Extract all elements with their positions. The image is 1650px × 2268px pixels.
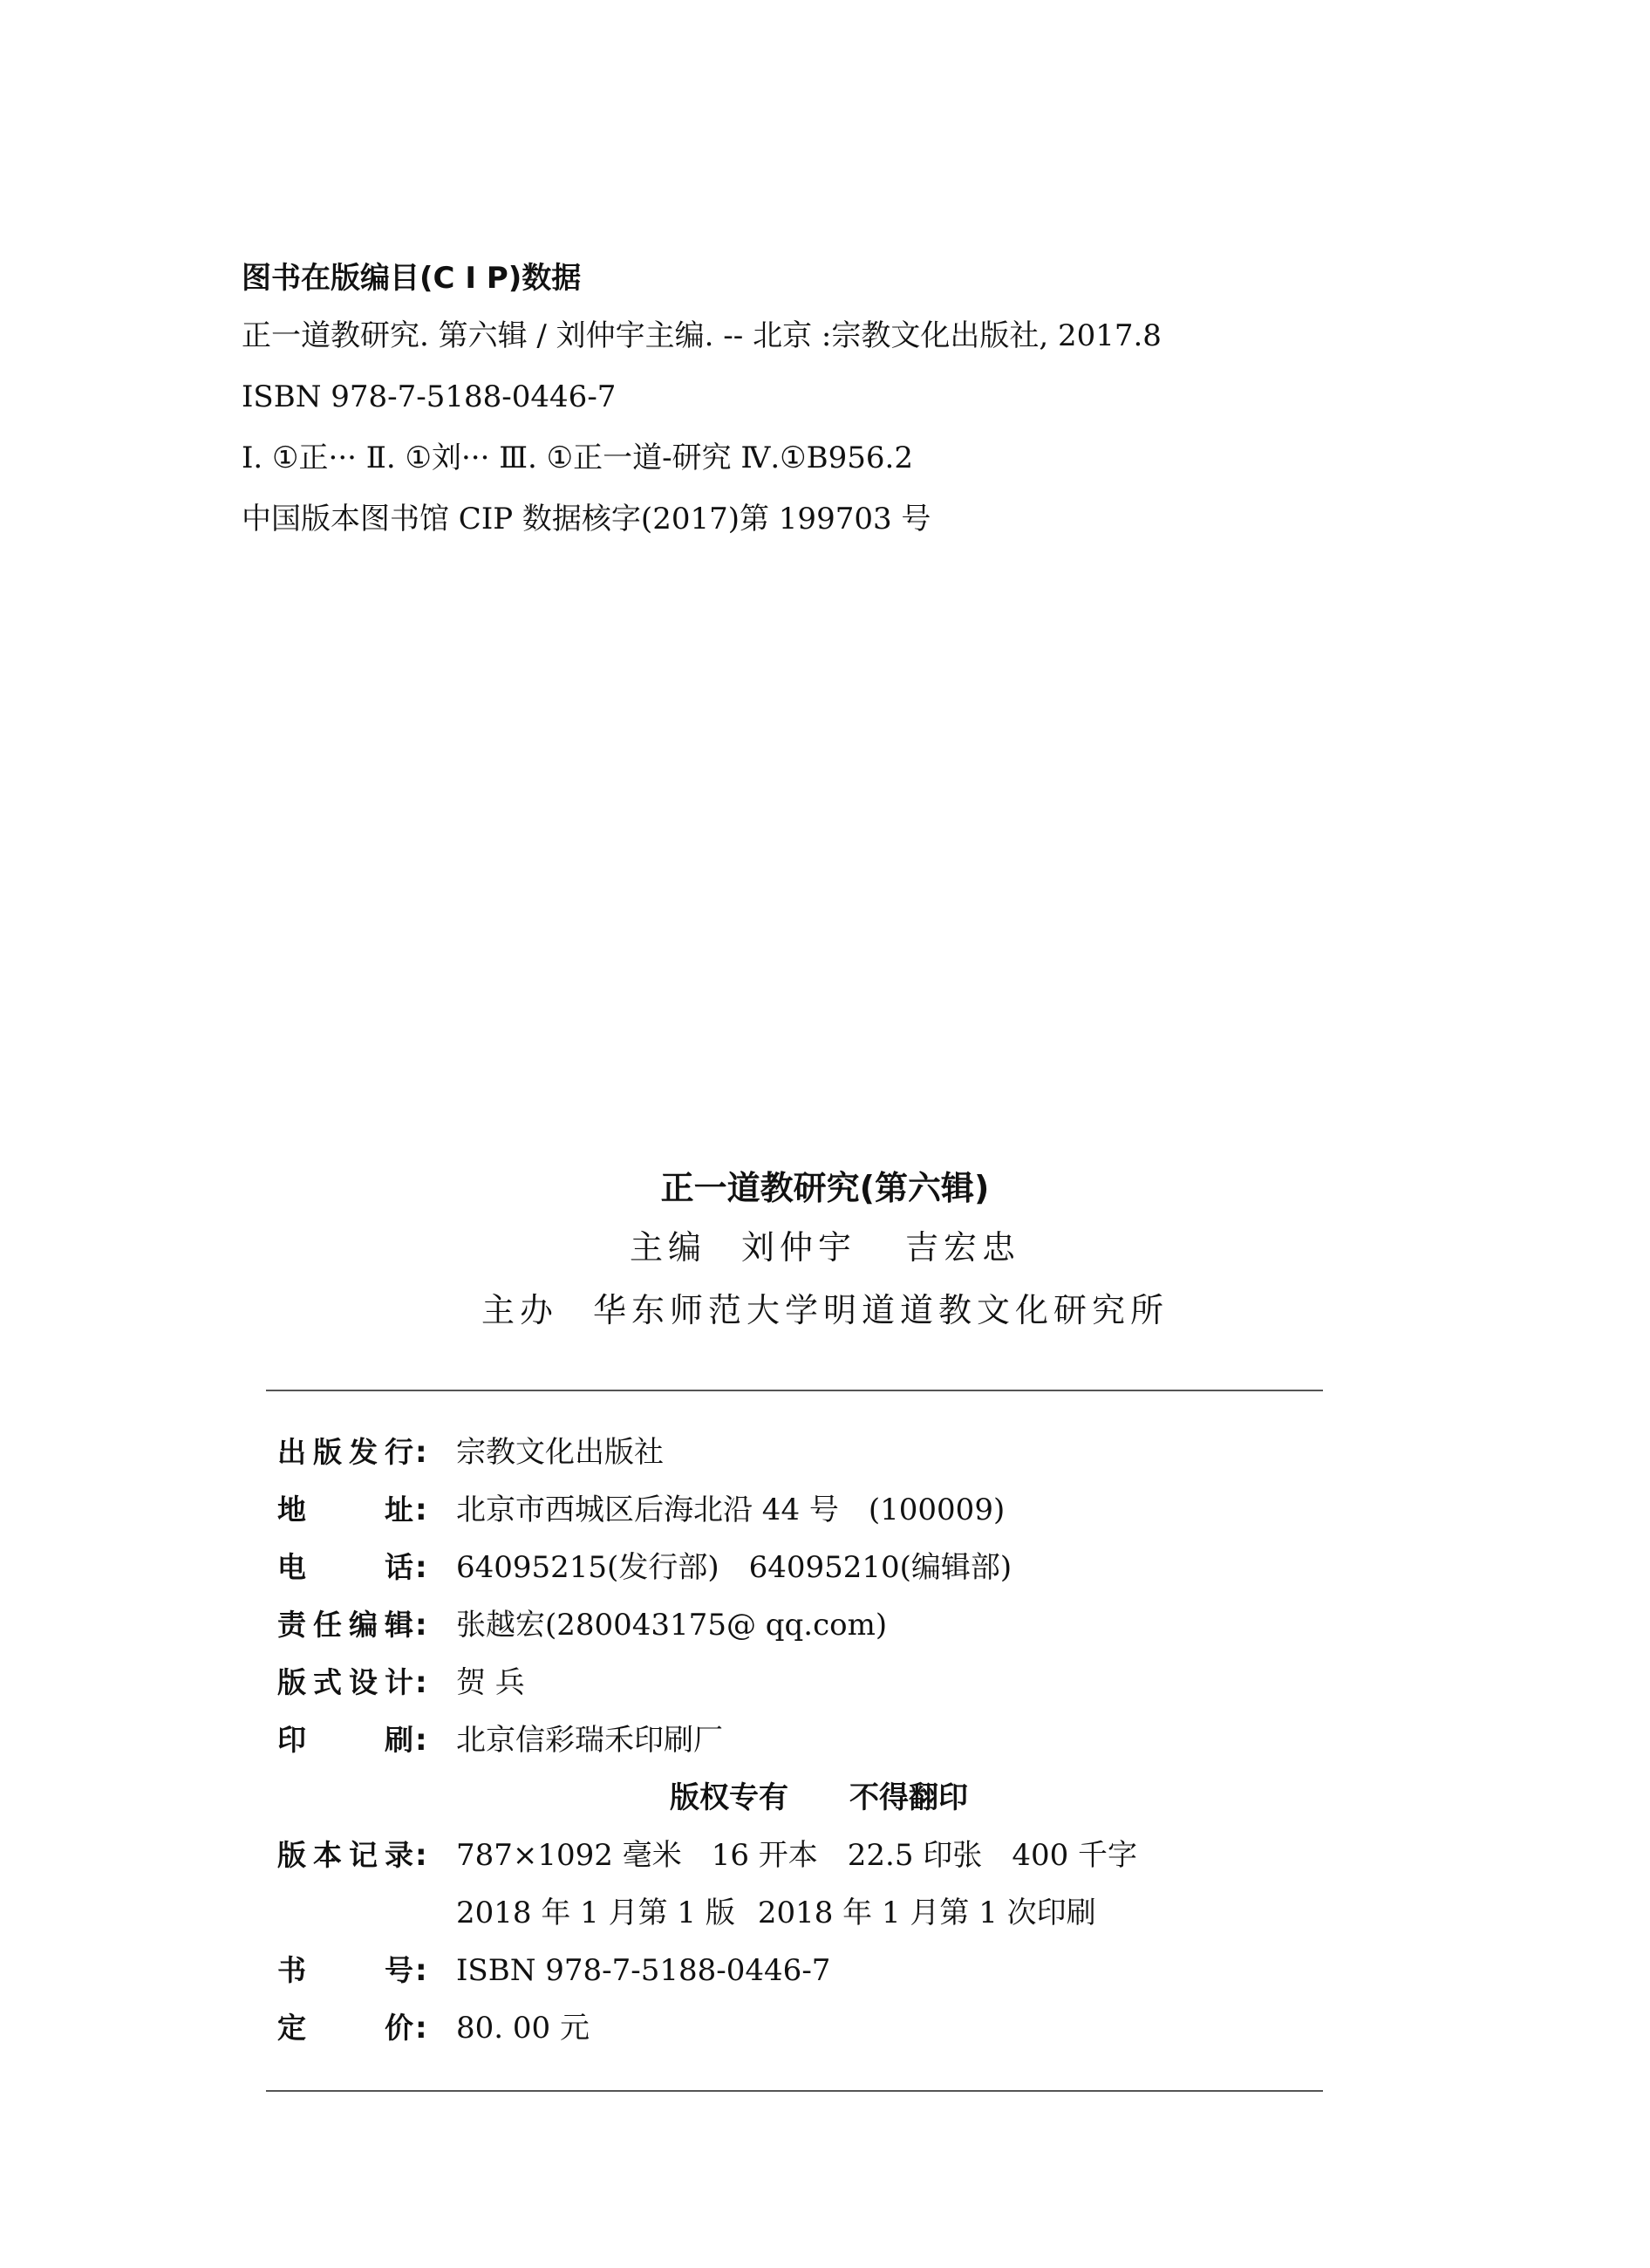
pub-value: 64095215(发行部) 64095210(编辑部) [456,1550,1012,1585]
pub-row-address [277,1481,1306,1539]
pub-value: 2018 年 1 月第 1 版 2018 年 1 月第 1 次印刷 [456,1896,1096,1930]
pub-value: ISBN 978-7-5188-0446-7 [456,1953,831,1988]
pub-row-price [277,1999,1306,2057]
rights-notice [277,1769,1306,1827]
cip-heading: 图书在版编目(C I P)数据 [242,261,582,296]
pub-label: 书 号 [277,1953,413,1987]
pub-label: 责 任 编 辑 [277,1608,413,1642]
pub-row-publisher [277,1424,1306,1481]
editor-name: 吉宏忠 [905,1228,1021,1267]
pub-value: 张越宏(280043175@ qq.com) [456,1608,888,1643]
pub-colon: : [415,1493,427,1527]
pub-value: 787×1092 毫米 16 开本 22.5 印张 400 千字 [456,1838,1138,1873]
cip-block [242,251,1462,550]
pub-colon: : [415,1608,427,1643]
cip-title-line: 正一道教研究. 第六辑 / 刘仲宇主编. -- 北京 :宗教文化出版社, 2017.8 [242,318,1162,353]
pub-colon: : [415,1838,427,1873]
pub-colon: : [415,1435,427,1470]
title-block [0,1160,1650,1342]
editors-label: 主编 [629,1228,706,1267]
pub-value: 宗教文化出版社 [456,1435,664,1470]
pub-label: 版 式 设 计 [277,1665,413,1699]
pub-value: 北京信彩瑞禾印刷厂 [456,1723,723,1758]
pub-colon: : [415,1953,427,1988]
pub-row-phone [277,1539,1306,1596]
sponsor-label: 主办 [481,1291,558,1329]
pub-label: 出 版 发 行 [277,1435,413,1469]
pub-value: 80. 00 元 [456,2011,590,2046]
pub-row-edition-record [277,1827,1306,1884]
divider-top [266,1390,1323,1391]
pub-value: 北京市西城区后海北沿 44 号 (100009) [456,1493,1006,1527]
pub-colon: : [415,1550,427,1585]
sponsor-line [0,1279,1650,1342]
cip-verification-line: 中国版本图书馆 CIP 数据核字(2017)第 199703 号 [242,502,931,536]
pub-label: 定 价 [277,2011,413,2045]
rights-text: 不得翻印 [849,1780,968,1815]
pub-label: 地 址 [277,1493,413,1527]
pub-value: 贺 兵 [456,1665,525,1700]
pub-label: 印 刷 [277,1723,413,1757]
cip-classification-line: Ⅰ. ①正··· Ⅱ. ①刘··· Ⅲ. ①正一道-研究 Ⅳ.①B956.2 [242,441,913,475]
cip-isbn-line: ISBN 978-7-5188-0446-7 [242,379,617,414]
divider-bottom [266,2090,1323,2092]
pub-label: 电 话 [277,1550,413,1584]
pub-colon: : [415,1723,427,1758]
pub-row-edition-dates [277,1884,1306,1942]
pub-colon: : [415,1665,427,1700]
rights-text: 版权专有 [670,1780,788,1815]
pub-colon: : [415,2011,427,2046]
publication-info [277,1424,1306,2057]
pub-row-printer [277,1711,1306,1769]
pub-row-layout-design [277,1654,1306,1711]
pub-label: 版 本 记 录 [277,1838,413,1872]
editor-name: 刘仲宇 [740,1228,856,1267]
book-title: 正一道教研究(第六辑) [660,1169,990,1207]
pub-row-editor-in-charge [277,1596,1306,1654]
sponsor-name: 华东师范大学明道道教文化研究所 [593,1291,1169,1329]
editors-line [0,1216,1650,1279]
pub-row-book-number [277,1942,1306,1999]
